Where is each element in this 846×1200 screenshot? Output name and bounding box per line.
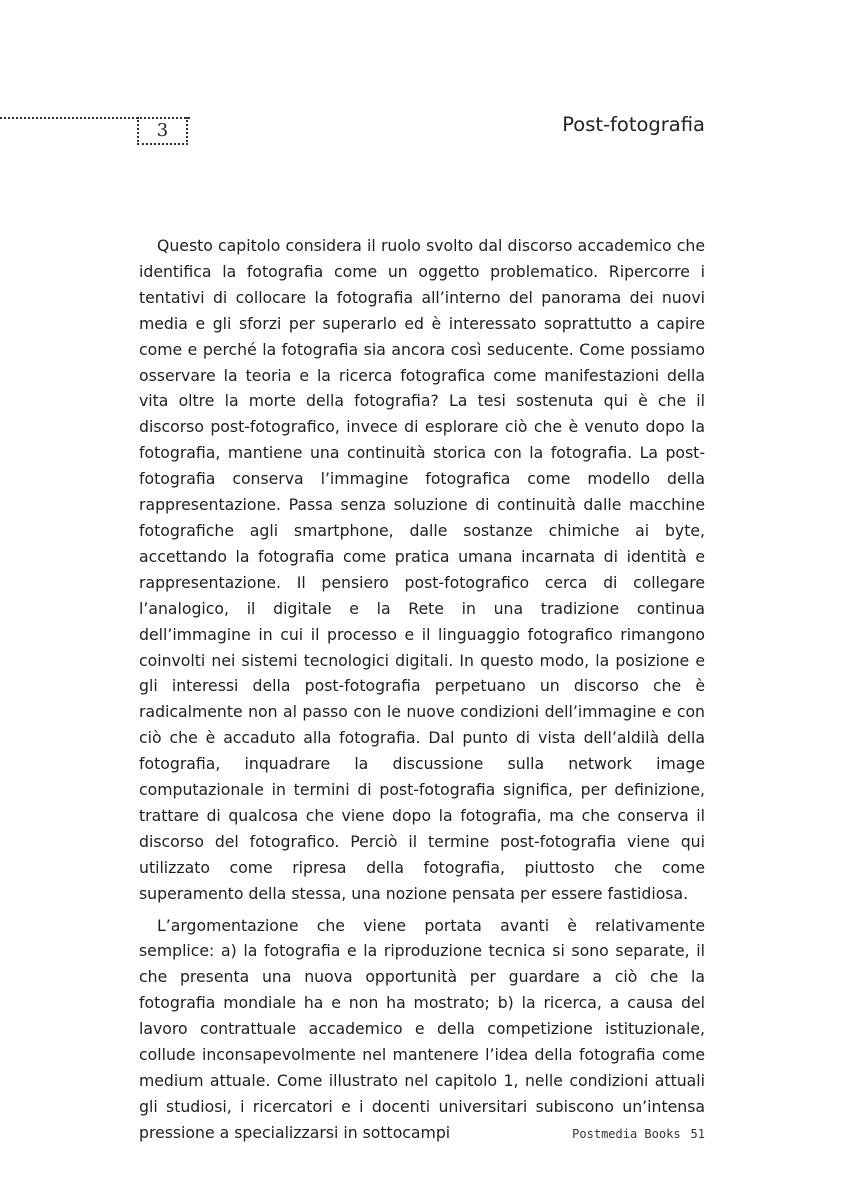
page-footer [572,1127,705,1141]
chapter-number: 3 [137,117,188,145]
publisher-name: Postmedia Books [572,1127,681,1141]
paragraph-1: Questo capitolo considera il ruolo svolto dal discorso accademico che identifica la fotografia come un oggetto problematico. Ripercorre i tentativi di collocare la fotografia all’interno del panorama dei nuovi media e gli sforzi per superarlo ed è interessato soprattutto a capire come e perché la fotografia sia ancora così seducente. Come possiamo osservare la teoria e la ricerca fotografica come manifestazioni della vita oltre la morte della fotografia? La tesi sostenuta qui è che il discorso post-fotografico, invece di esplorare ciò che è venuto dopo la fotografia, mantiene una continuità storica con la fotografia. La post-fotografia conserva l’immagine fotografica come modello della rappresentazione. Passa senza soluzione di continuità dalle macchine fotografiche agli smartphone, dalle sostanze chimiche ai byte, accettando la fotografia come pratica umana incarnata di identità e rappresentazione. Il pensiero post-fotografico cerca di collegare l’analogico, il digitale e la Rete in una tradizione continua dell’immagine in cui il processo e il linguaggio fotografico rimangono coinvolti nei sistemi tecnologici digitali. In questo modo, la posizione e gli interessi della post-fotografia perpetuano un discorso che è radicalmente non al passo con le nuove condizioni dell’immagine e con ciò che è accaduto alla fotografia. Dal punto di vista dell’aldilà della fotografia, inquadrare la discussione sulla network image computazionale in termini di post-fotografia significa, per definizione, trattare di qualcosa che viene dopo la fotografia, ma che conserva il discorso del fotografico. Perciò il termine post-fotografia viene qui utilizzato come ripresa della fotografia, piuttosto che come superamento della stessa, una nozione pensata per essere fastidiosa. [139,236,705,903]
page-number: 51 [690,1127,705,1141]
body-text [139,233,705,1146]
chapter-title: Post-fotografia [562,113,705,136]
paragraph-2: L’argomentazione che viene portata avanti è relativamente semplice: a) la fotografia e la riproduzione tecnica si sono separate, il che presenta una nuova opportunità per guardare a ciò che la fotografia mondiale ha e non ha mostrato; b) la ricerca, a causa del lavoro contrattuale accademico e della competizione istituzionale, collude inconsapevolmente nel mantenere l’idea della fotografia come medium attuale. Come illustrato nel capitolo 1, nelle condizioni attuali gli studiosi, i ricercatori e i docenti universitari subiscono un’intensa pressione a specializzarsi in sottocampi [139,915,705,1142]
